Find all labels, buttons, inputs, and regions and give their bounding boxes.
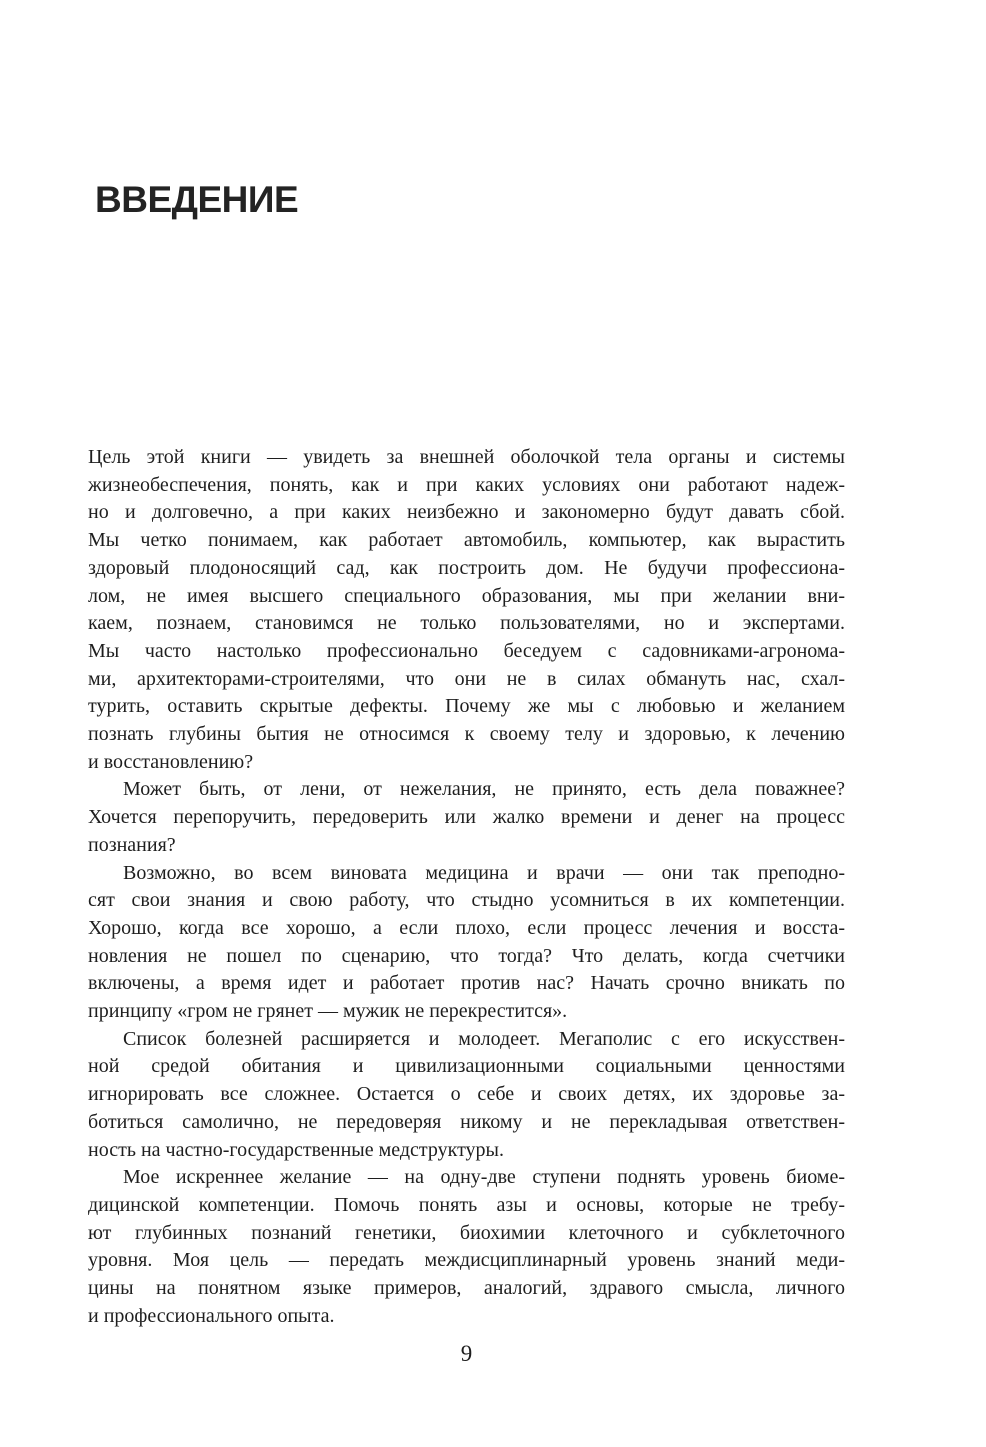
text-line: лом, не имея высшего специального образования, мы при желании вни- (88, 584, 845, 607)
text-line: уровня. Моя цель — передать междисциплинарный уровень знаний меди- (88, 1249, 845, 1272)
text-line: игнорировать все сложнее. Остается о себе и своих детях, их здоровье за- (88, 1083, 845, 1106)
paragraph (88, 1164, 845, 1330)
paragraph (88, 860, 845, 1026)
paragraph (88, 444, 845, 776)
text-line: Мое искреннее желание — на одну-две ступени поднять уровень биоме- (123, 1166, 845, 1189)
text-line: ют глубинных познаний генетики, биохимии клеточного и субклеточного (88, 1221, 845, 1244)
text-line: новления не пошел по сценарию, что тогда? Что делать, когда счетчики (88, 944, 845, 967)
text-line: Возможно, во всем виновата медицина и врачи — они так преподно- (123, 861, 845, 884)
text-line: ботиться самолично, не передоверяя никому и не перекладывая ответствен- (88, 1110, 845, 1133)
text-line: Мы часто настолько профессионально беседуем с садовниками-агронома- (88, 639, 845, 662)
text-line: цины на понятном языке примеров, аналогий, здравого смысла, личного (88, 1277, 845, 1300)
text-line: и профессионального опыта. (88, 1304, 335, 1327)
text-line: познания? (88, 833, 176, 856)
text-line: ной средой обитания и цивилизационными социальными ценностями (88, 1055, 845, 1078)
chapter-title: ВВЕДЕНИЕ (95, 178, 299, 220)
text-line: Список болезней расширяется и молодеет. Мегаполис с его искусствен- (123, 1027, 845, 1050)
text-line: но и долговечно, а при каких неизбежно и закономерно будут давать сбой. (88, 501, 845, 524)
text-line: Мы четко понимаем, как работает автомобиль, компьютер, как вырастить (88, 529, 845, 552)
text-line: Хорошо, когда все хорошо, а если плохо, если процесс лечения и восста- (88, 916, 845, 939)
text-line: познать глубины бытия не относимся к своему телу и здоровью, к лечению (88, 723, 845, 746)
text-line: сят свои знания и свою работу, что стыдно усомниться в их компетенции. (88, 889, 845, 912)
text-line: жизнеобеспечения, понять, как и при каких условиях они работают надеж- (88, 473, 845, 496)
text-line: Хочется перепоручить, передоверить или жалко времени и денег на процесс (88, 806, 845, 829)
body-text (88, 444, 845, 1331)
paragraph (88, 776, 845, 859)
text-line: принципу «гром не грянет — мужик не перекрестится». (88, 1000, 568, 1023)
text-line: и восстановлению? (88, 750, 254, 773)
text-line: дицинской компетенции. Помочь понять азы и основы, которые не требу- (88, 1193, 845, 1216)
text-line: здоровый плодоносящий сад, как построить дом. Не будучи профессиона- (88, 556, 845, 579)
text-line: Может быть, от лени, от нежелания, не принято, есть дела поважнее? (123, 778, 845, 801)
text-line: включены, а время идет и работает против нас? Начать срочно вникать по (88, 972, 845, 995)
text-line: Цель этой книги — увидеть за внешней оболочкой тела органы и системы (88, 446, 845, 468)
paragraph (88, 1026, 845, 1165)
text-line: ность на частно-государственные медструктуры. (88, 1138, 504, 1161)
text-line: каем, познаем, становимся не только пользователями, но и экспертами. (88, 612, 845, 635)
text-line: ми, архитекторами-строителями, что они не в силах обмануть нас, схал- (88, 667, 845, 690)
page-number: 9 (460, 1341, 473, 1366)
text-line: турить, оставить скрытые дефекты. Почему же мы с любовью и желанием (88, 695, 845, 718)
